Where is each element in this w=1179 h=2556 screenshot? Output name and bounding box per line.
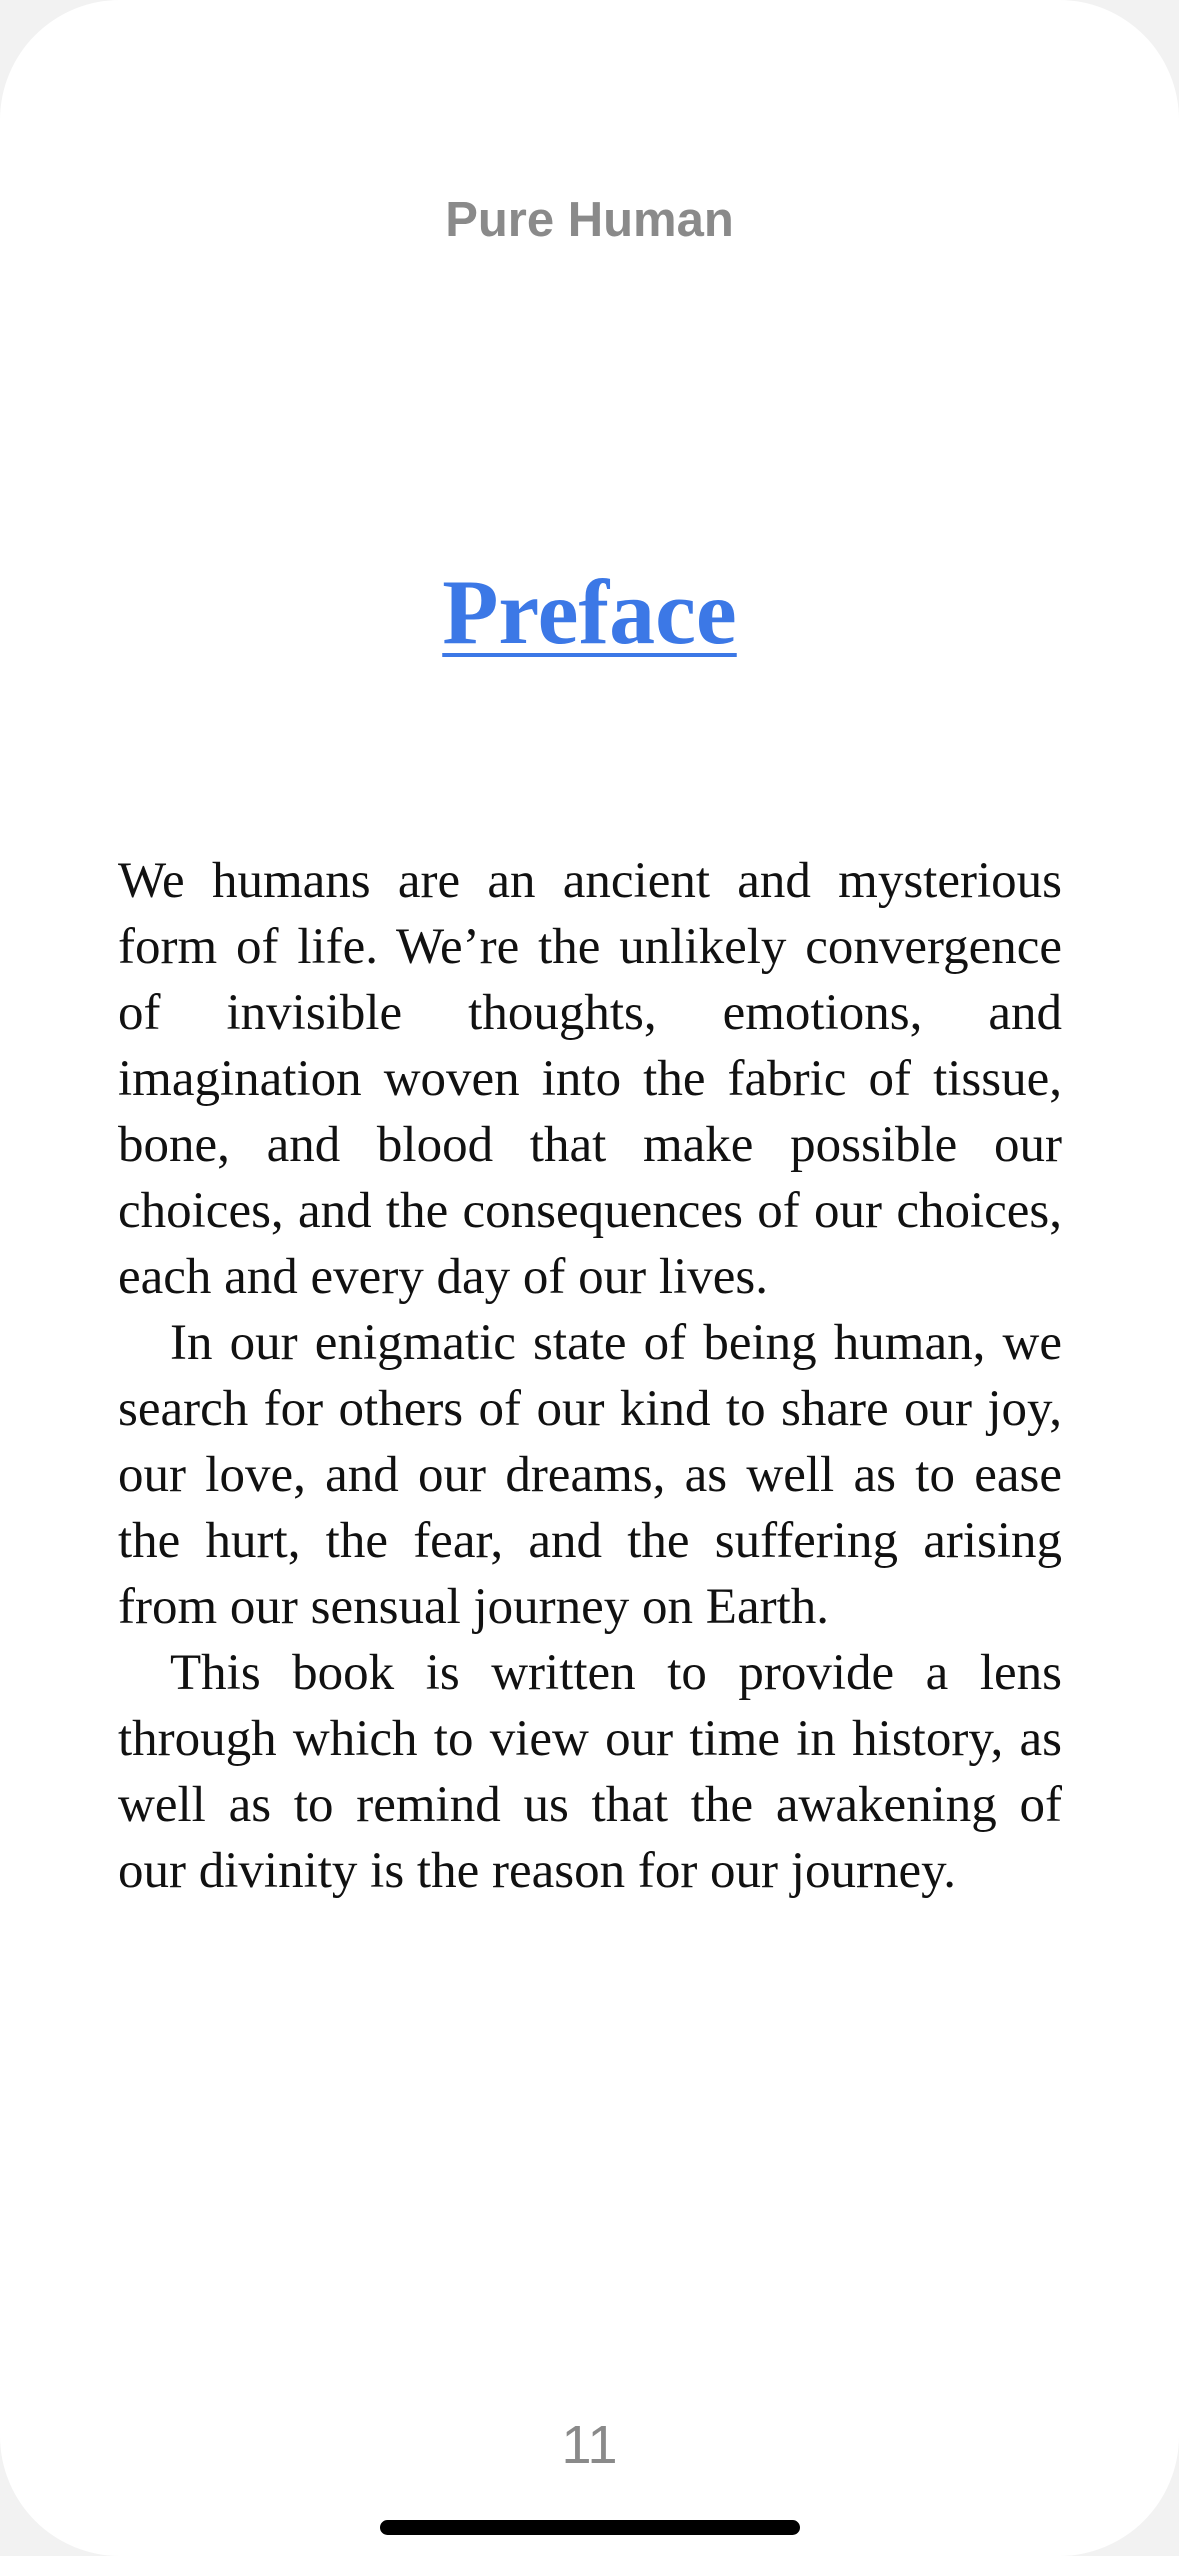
paragraph-1: We humans are an ancient and mysterious form of life. We’re the unlikely convergence of invisible thoughts, emotions, and imagination woven into the fabric of tissue, bone, and blood that make possible our choices, and the consequences of our choices, each and every day of our lives. [118,853,1062,1305]
page-text[interactable] [118,848,1062,1904]
page-number: 11 [561,2415,618,2475]
paragraph-3: This book is written to provide a lens through which to view our time in history, as well as to remind us that the awakening of our divinity is the reason for our journey. [118,1645,1062,1899]
book-title[interactable]: Pure Human [445,193,734,247]
chapter-title-link[interactable]: Preface [442,561,737,663]
paragraph-2: In our enigmatic state of being human, we search for others of our kind to share our joy, our love, and our dreams, as well as to ease the hurt, the fear, and the suffering arising from our sensual journey on Earth. [118,1315,1062,1635]
home-indicator[interactable] [380,2520,800,2535]
